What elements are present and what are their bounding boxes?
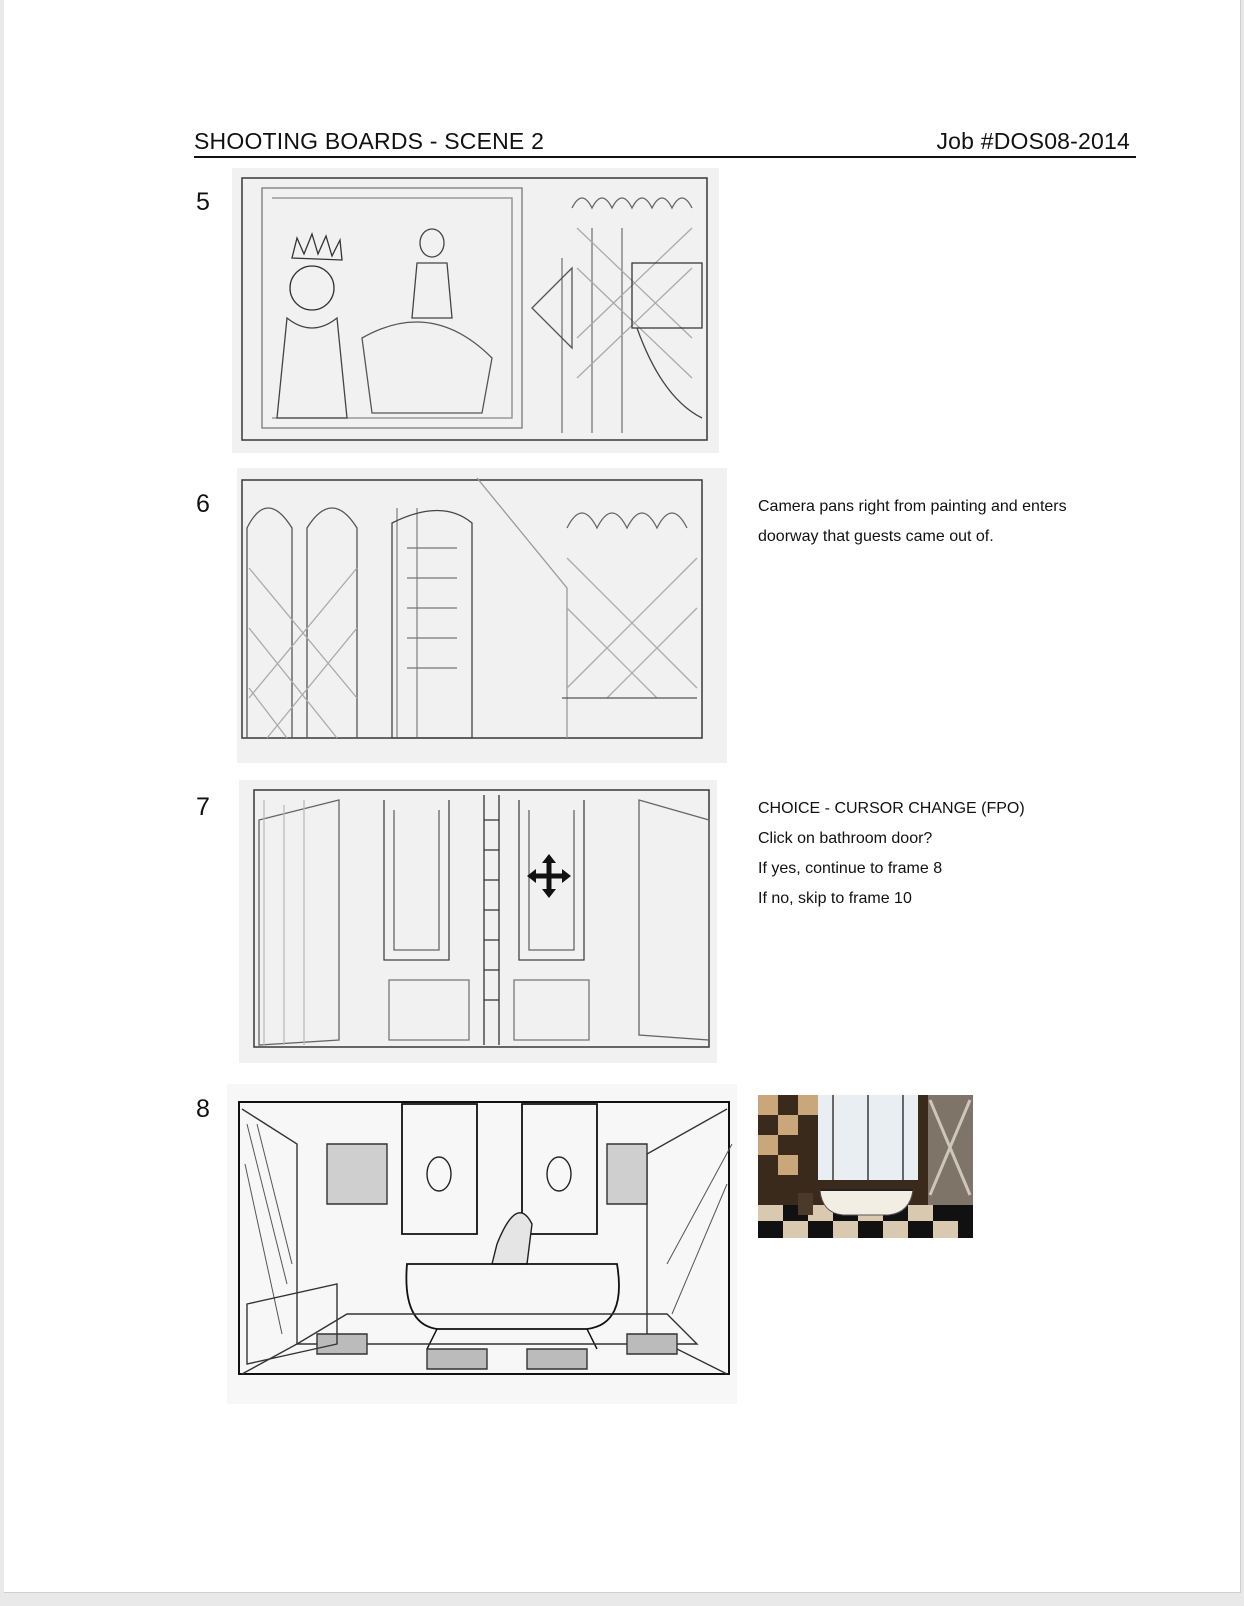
frame-8-reference-photo <box>758 1095 973 1238</box>
frame-5-sketch <box>232 168 719 453</box>
frame-7-notes <box>758 794 1025 914</box>
frame-6-note-line: Camera pans right from painting and enters <box>758 498 1067 515</box>
move-cursor-icon <box>525 852 573 900</box>
frame-number-6: 6 <box>196 490 210 518</box>
frame-number-5: 5 <box>196 188 210 216</box>
frame-7-note-line: CHOICE - CURSOR CHANGE (FPO) <box>758 800 1025 817</box>
document-page <box>4 0 1241 1593</box>
job-number: Job #DOS08-2014 <box>936 128 1130 154</box>
frame-number-7: 7 <box>196 793 210 821</box>
frame-number-8: 8 <box>196 1095 210 1123</box>
frame-7-note-line: If yes, continue to frame 8 <box>758 860 943 877</box>
frame-6-notes <box>758 492 1067 552</box>
frame-7-note-line: If no, skip to frame 10 <box>758 890 912 907</box>
frame-7-note-line: Click on bathroom door? <box>758 830 933 847</box>
page-title: SHOOTING BOARDS - SCENE 2 <box>194 128 545 154</box>
frame-7-sketch <box>239 780 717 1063</box>
frame-6-note-line: doorway that guests came out of. <box>758 528 994 545</box>
frame-6-sketch <box>237 468 727 763</box>
frame-8-sketch <box>227 1084 737 1404</box>
page-header <box>194 124 1136 158</box>
